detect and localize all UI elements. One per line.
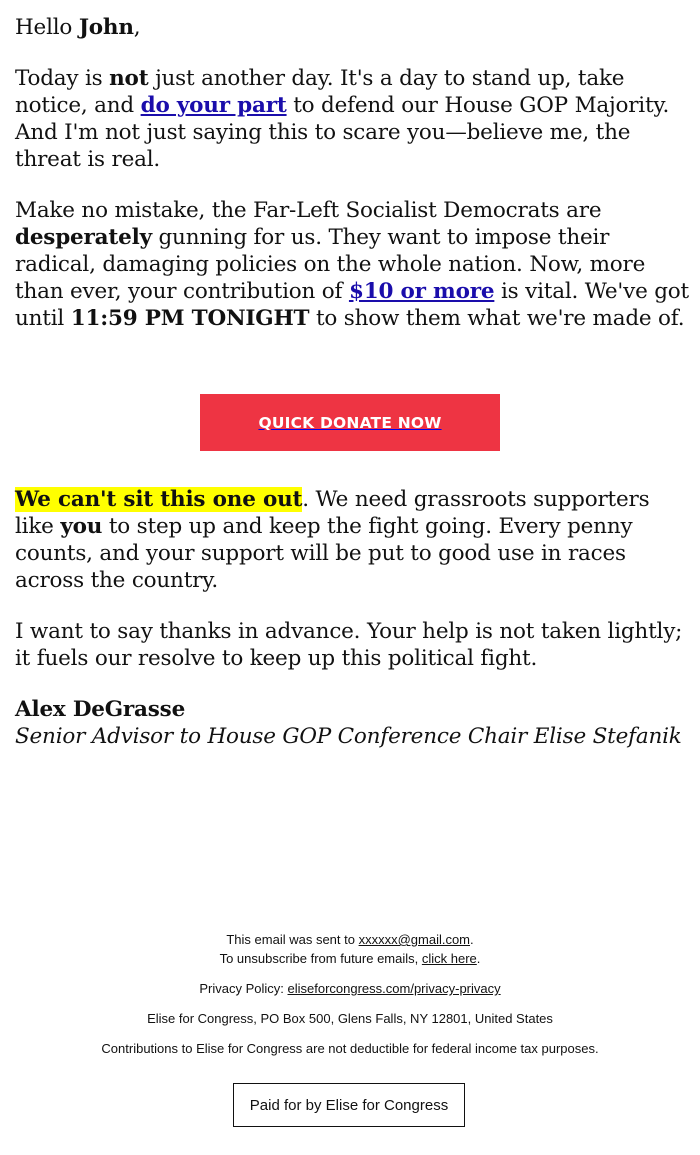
text: gunning for us. They want to impose their radical, damaging policies on the whole nation. Now, more than ever, your contribution of xyxy=(15,225,646,304)
text: to show them what we're made of. xyxy=(309,306,685,331)
email-body-bottom xyxy=(15,486,690,750)
text: to defend our House GOP Majority. And I'm not just saying this to scare you—believe me, the threat is real. xyxy=(15,93,670,172)
signature-title: Senior Advisor to House GOP Conference Chair Elise Stefanik xyxy=(15,724,682,749)
email-body-top xyxy=(15,14,690,332)
bold-text: not xyxy=(109,66,149,91)
donate-amount-link[interactable]: $10 or more xyxy=(348,279,495,304)
greeting-text: Hello xyxy=(15,15,79,40)
unsubscribe-link[interactable]: click here xyxy=(421,951,477,966)
privacy-line xyxy=(0,979,700,998)
text: . xyxy=(476,951,481,966)
greeting xyxy=(15,14,690,41)
recipient-name: John xyxy=(78,15,134,40)
recipient-email-link[interactable]: xxxxxx@gmail.com xyxy=(358,932,471,947)
quick-donate-button[interactable] xyxy=(200,394,500,451)
text: Make no mistake, the Far-Left Socialist Democrats are xyxy=(15,198,602,223)
greeting-comma: , xyxy=(133,15,141,40)
bold-text: you xyxy=(60,514,103,539)
paragraph-grassroots xyxy=(15,486,690,594)
sent-to-line xyxy=(0,930,700,949)
deadline-text: 11:59 PM TONIGHT xyxy=(70,306,310,331)
paragraph-thanks: I want to say thanks in advance. Your help is not taken lightly; it fuels our resolve to keep up this political fight. xyxy=(15,619,683,671)
privacy-policy-link[interactable]: eliseforcongress.com/privacy-privacy xyxy=(287,981,501,996)
text: just another day. It's a day to stand up, take notice, and xyxy=(15,66,625,118)
text: . xyxy=(470,932,474,947)
email-footer xyxy=(0,930,700,1058)
paragraph-intro xyxy=(15,65,690,173)
paragraph-warning xyxy=(15,197,690,332)
mailing-address: Elise for Congress, PO Box 500, Glens Falls, NY 12801, United States xyxy=(147,1011,553,1026)
paid-for-box: Paid for by Elise for Congress xyxy=(233,1083,465,1127)
highlighted-text: We can't sit this one out xyxy=(15,487,303,512)
quick-donate-label: QUICK DONATE NOW xyxy=(258,413,442,432)
do-your-part-link[interactable]: do your part xyxy=(140,93,287,118)
text: is vital. We've got until xyxy=(15,279,689,331)
signer-name: Alex DeGrasse xyxy=(15,697,186,722)
text: This email was sent to xyxy=(226,932,359,947)
text: Privacy Policy: xyxy=(199,981,288,996)
text: to step up and keep the fight going. Every penny counts, and your support will be put to good use in races across the country. xyxy=(15,514,633,593)
tax-disclaimer: Contributions to Elise for Congress are not deductible for federal income tax purposes. xyxy=(101,1041,599,1056)
text: . We need grassroots supporters like xyxy=(15,487,650,539)
bold-text: desperately xyxy=(15,225,152,250)
signature-name xyxy=(15,696,690,723)
text: Today is xyxy=(15,66,110,91)
text: To unsubscribe from future emails, xyxy=(219,951,422,966)
unsubscribe-line xyxy=(0,949,700,968)
